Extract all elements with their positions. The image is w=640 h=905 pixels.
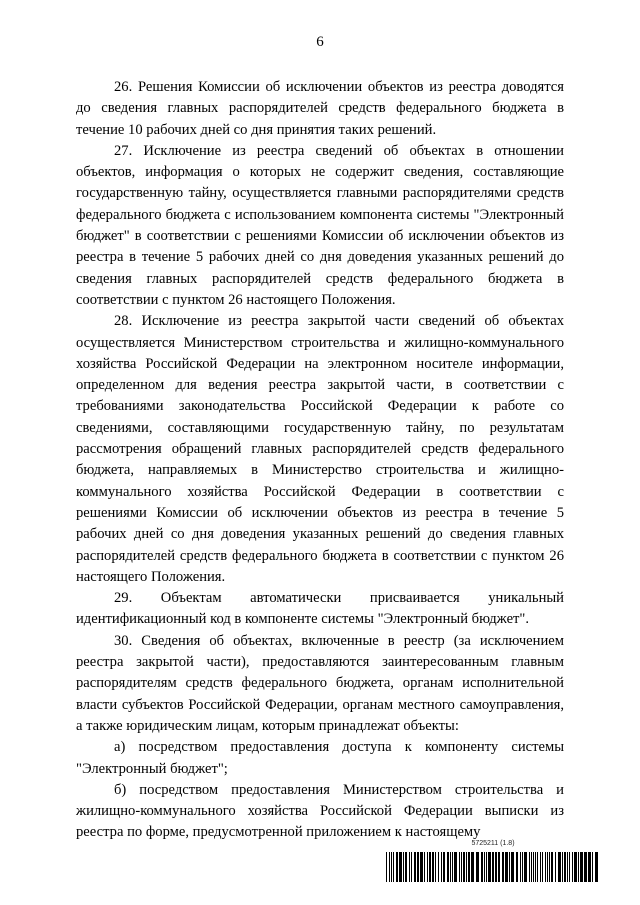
paragraph-29: 29. Объектам автоматически присваивается уникальный идентификационный код в компоненте системы "Электронный бюджет". [76,590,564,628]
paragraph-30-a: а) посредством предоставления доступа к компоненту системы "Электронный бюджет"; [76,739,564,777]
paragraph-27: 27. Исключение из реестра сведений об объектах в отношении объектов, информация о которых не содержит сведения, составляющие государственную тайну, осуществляется главными распорядителями средств федерального бюджета с использованием компонента системы "Электронный бюджет" в соответствии с решениями Комиссии об исключении объектов из реестра в течение 5 рабочих дней со дня доведения указанных решений до сведения главных распорядителей средств федерального бюджета в соответствии с пунктом 26 настоящего Положения. [76,142,564,308]
barcode-block [386,840,600,890]
paragraph-30-b: б) посредством предоставления Министерством строительства и жилищно-коммунального хозяйства Российской Федерации выписки из реестра по форме, предусмотренной приложением к настоящему [76,781,564,841]
barcode-icon [386,852,600,882]
barcode-id: 5725211 (1.8) [471,840,515,847]
page-number: 6 [316,34,324,50]
document-body [76,77,564,844]
paragraph-30: 30. Сведения об объектах, включенные в реестр (за исключением реестра закрытой части), предоставляются заинтересованным главным распорядителям средств федерального бюджета, органам исполнительной власти субъектов Российской Федерации, органам местного самоуправления, а также юридическим лицам, которым принадлежат объекты: [76,632,564,734]
paragraph-28: 28. Исключение из реестра закрытой части сведений об объектах осуществляется Министерством строительства и жилищно-коммунального хозяйства Российской Федерации на электронном носителе информации, определенном для ведения реестра закрытой части, в соответствии с требованиями законодательства Российской Федерации к работе со сведениями, составляющими государственную тайну, по результатам рассмотрения обращений главных распорядителей средств федерального бюджета, направляемых в Министерство строительства и жилищно-коммунального хозяйства Российской Федерации в соответствии с решениями Комиссии об исключении объектов из реестра в течение 5 рабочих дней со дня доведения указанных решений до сведения главных распорядителей средств федерального бюджета в соответствии с пунктом 26 настоящего Положения. [76,313,564,585]
paragraph-26: 26. Решения Комиссии об исключении объектов из реестра доводятся до сведения главных распорядителей средств федерального бюджета в течение 10 рабочих дней со дня принятия таких решений. [76,79,564,138]
